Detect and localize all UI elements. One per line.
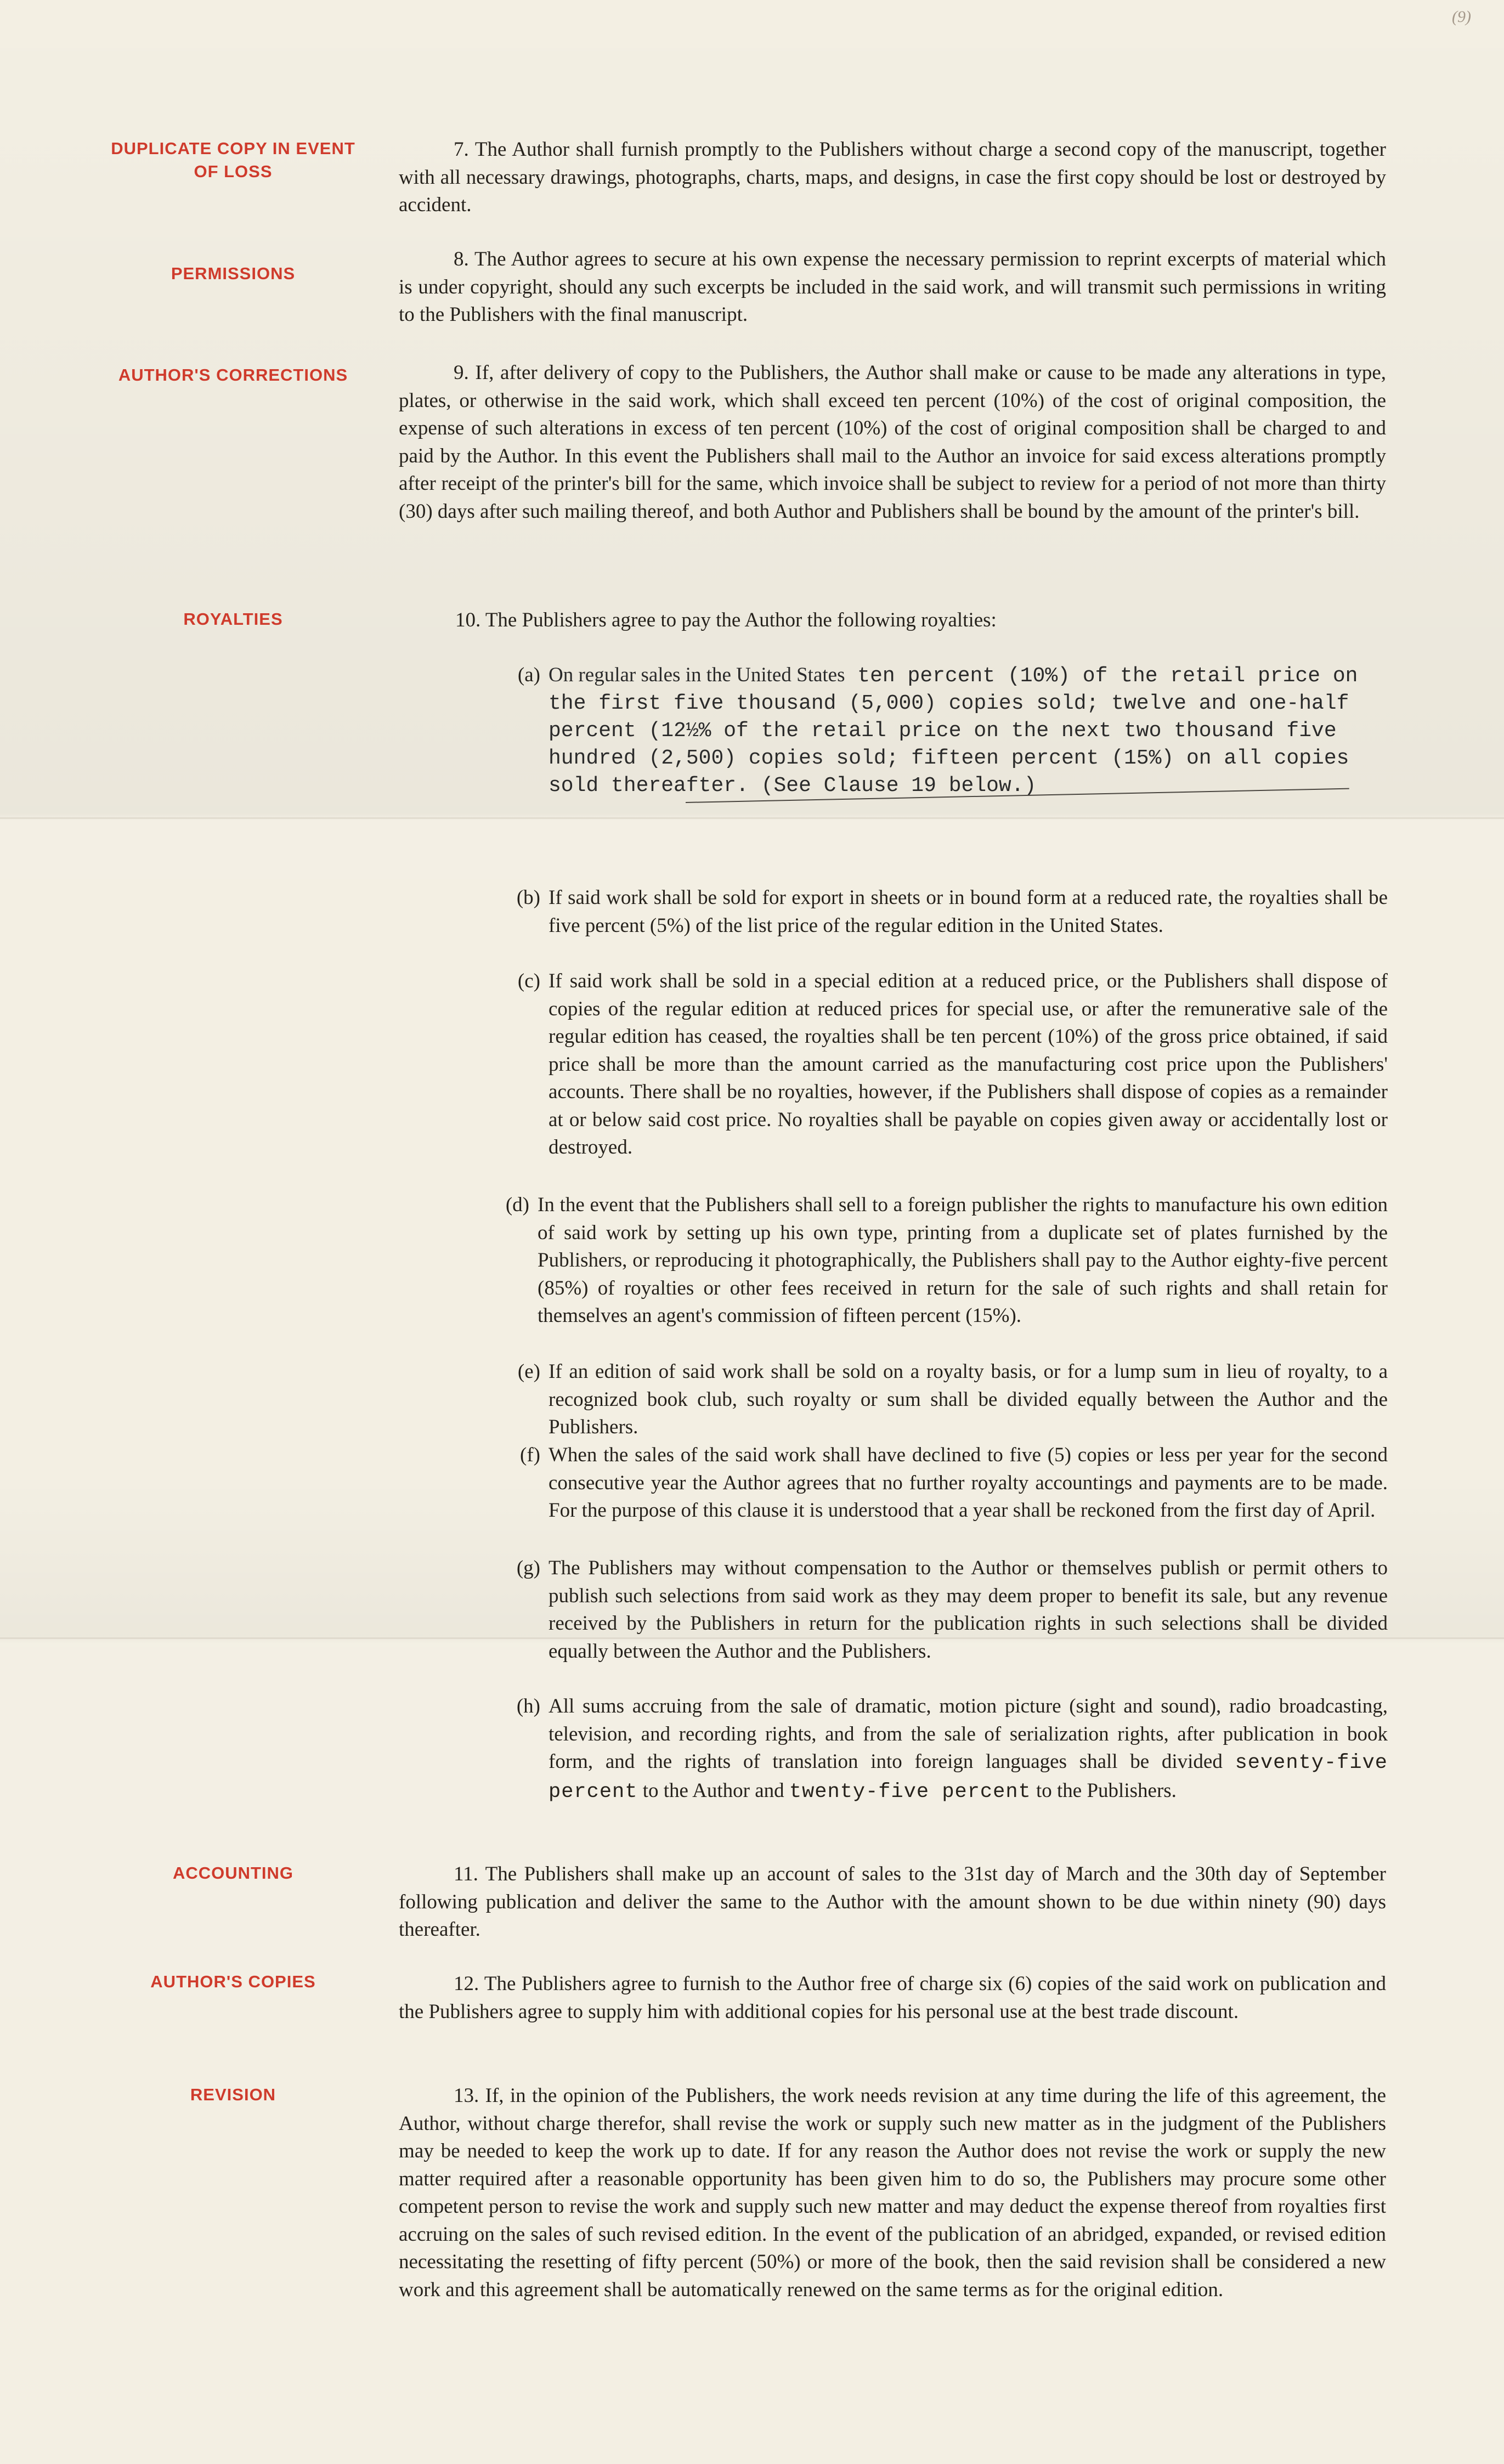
clause-10d-letter: (d) <box>505 1194 529 1216</box>
clause-9 <box>399 359 1386 525</box>
margin-label-duplicate-copy: DUPLICATE COPY IN EVENT OF LOSS <box>111 139 355 181</box>
clause-10h-typed-1: seventy-five percent <box>549 1751 1388 1804</box>
margin-label-royalties: ROYALTIES <box>183 609 283 629</box>
clause-10a-lead: On regular sales in the United States <box>549 664 845 686</box>
clause-10e-letter: (e) <box>517 1360 540 1383</box>
clause-11 <box>399 1861 1386 1944</box>
clause-10h-text-2: to the Author and <box>642 1779 784 1802</box>
clause-12-text: 12. The Publishers agree to furnish to the Author free of charge six (6) copies of the said work on publication and the Publishers agree to supply him with additional copies for his personal use at the best trade discount. <box>399 1973 1386 2023</box>
clause-10-heading: 10. The Publishers agree to pay the Author the following royalties: <box>455 609 997 631</box>
clause-10e-text: If an edition of said work shall be sold on a royalty basis, or for a lump sum in lieu of royalty, to a recognized book club, such royalty or sum shall be divided equally between the Author and the Publishers. <box>549 1360 1388 1438</box>
clause-10h-text-3: to the Publishers. <box>1036 1779 1177 1802</box>
clause-13-text: 13. If, in the opinion of the Publishers, the work needs revision at any time during the life of this agreement, the Author, without charge therefor, shall revise the work or supply such new matter as in the judgment of the Publishers may be needed to keep the work up to date. If for any reason the Author does not revise the work or supply the new matter required after a reasonable opportunity has been given him to do so, the Publishers may procure some other competent person to revise the work and supply such new matter and may deduct the expense thereof from royalties first accruing on the sales of such revised edition. In the event of the publication of an abridged, expanded, or revised edition necessitating the resetting of fifty percent (50%) or more of the book, then the said revision shall be considered a new work and this agreement shall be automatically renewed on the same terms as for the original edition. <box>399 2084 1386 2301</box>
clause-10h-body <box>549 1693 1388 1806</box>
clause-10g <box>494 1555 1388 1665</box>
paper-fold <box>0 817 1504 819</box>
clause-10c-letter: (c) <box>517 970 540 992</box>
margin-label-permissions: PERMISSIONS <box>171 264 296 283</box>
clause-10b-letter: (b) <box>516 886 540 909</box>
clause-10a-letter: (a) <box>517 664 540 686</box>
page-number: (9) <box>1452 8 1471 26</box>
clause-10d-text: In the event that the Publishers shall sell to a foreign publisher the rights to manufacture his own edition of said work by setting up his own type, printing from a duplicate set of plates furnished by the Publishers, or reproducing it photographically, the Publishers shall pay to the Author eighty-five percent (85%) of royalties or other fees received in return for the sale of such rights and shall retain for themselves an agent's commission of fifteen percent (15%). <box>538 1194 1388 1327</box>
clause-8-text: 8. The Author agrees to secure at his own expense the necessary permission to reprint excerpts of material which is under copyright, should any such excerpts be included in the said work, and will transmit such permissions in writing to the Publishers with the final manuscript. <box>399 248 1386 326</box>
clause-10g-letter: (g) <box>516 1557 540 1579</box>
clause-7 <box>399 136 1386 219</box>
clause-10e <box>494 1358 1388 1442</box>
clause-7-text: 7. The Author shall furnish promptly to the Publishers without charge a second copy of the manuscript, together with all necessary drawings, photographs, charts, maps, and designs, in case the first copy should be lost or destroyed by accident. <box>399 138 1386 216</box>
clause-13 <box>399 2082 1386 2304</box>
clause-11-text: 11. The Publishers shall make up an account of sales to the 31st day of March and the 30th day of September following publication and deliver the same to the Author with the amount shown to be due within ninety (90) days thereafter. <box>399 1863 1386 1941</box>
clause-10f <box>494 1442 1388 1525</box>
clause-10a-typed: ten percent (10%) of the retail price on the first five thousand (5,000) copies sold; twelve and one-half percent (12½% of the retail price on the next two thousand five hundred (2,500) copies sold; fifteen percent (15%) on all copies sold thereafter. (See Clause 19 below.) <box>549 664 1371 798</box>
clause-9-text: 9. If, after delivery of copy to the Publishers, the Author shall make or cause to be made any alterations in type, plates, or otherwise in the said work, which shall exceed ten percent (10%) of the cost of original composition, the expense of such alterations in excess of ten percent (10%) of the cost of original composition shall be charged to and paid by the Author. In this event the Publishers shall mail to the Author an invoice for said excess alterations promptly after receipt of the printer's bill for the same, which invoice shall be subject to review for a period of not more than thirty (30) days after such mailing thereof, and both Author and Publishers shall be bound by the amount of the printer's bill. <box>399 361 1386 523</box>
margin-label-revision: REVISION <box>190 2085 276 2104</box>
clause-10f-text: When the sales of the said work shall have declined to five (5) copies or less per year for the second consecutive year the Author agrees that no further royalty accountings and payments are to be made. For the purpose of this clause it is understood that a year shall be reckoned from the first day of April. <box>549 1444 1388 1522</box>
clause-10c <box>494 968 1388 1162</box>
margin-label-accounting: ACCOUNTING <box>172 1863 294 1883</box>
clause-10g-text: The Publishers may without compensation to the Author or themselves publish or permit others to publish such selections from said work as they may deem proper to benefit its sale, but any revenue received by the Publishers in return for the publication rights in such selections shall be divided equally between the Author and the Publishers. <box>549 1557 1388 1663</box>
clause-8 <box>399 246 1386 329</box>
clause-10b <box>494 884 1388 940</box>
clause-10d <box>483 1191 1388 1330</box>
clause-10f-letter: (f) <box>520 1444 540 1466</box>
clause-10c-text: If said work shall be sold in a special edition at a reduced price, or the Publishers shall dispose of copies of the regular edition at reduced prices for special use, or after the remunerative sale of the regular edition has ceased, the royalties shall be ten percent (10%) of the gross price obtained, if said price shall be more than the amount carried as the manufacturing cost price upon the Publishers' accounts. There shall be no royalties, however, if the Publishers shall dispose of copies as a remainder at or below said cost price. No royalties shall be payable on copies given away or accidentally lost or destroyed. <box>549 970 1388 1158</box>
clause-10h-letter: (h) <box>516 1695 540 1717</box>
clause-12 <box>399 1970 1386 2026</box>
clause-10h <box>494 1693 1437 1806</box>
clause-10h-text-1: All sums accruing from the sale of dramatic, motion picture (sight and sound), radio broadcasting, television, and recording rights, and from the sale of serialization rights, after publication in book form, and the rights of translation into foreign languages shall be divided <box>549 1695 1388 1773</box>
clause-10a-body <box>549 662 1404 800</box>
clause-10b-text: If said work shall be sold for export in sheets or in bound form at a reduced rate, the royalties shall be five percent (5%) of the list price of the regular edition in the United States. <box>549 886 1388 937</box>
margin-label-authors-copies: AUTHOR'S COPIES <box>150 1972 316 1991</box>
margin-label-authors-corrections: AUTHOR'S CORRECTIONS <box>118 365 348 385</box>
clause-10h-typed-2: twenty-five percent <box>789 1780 1031 1804</box>
